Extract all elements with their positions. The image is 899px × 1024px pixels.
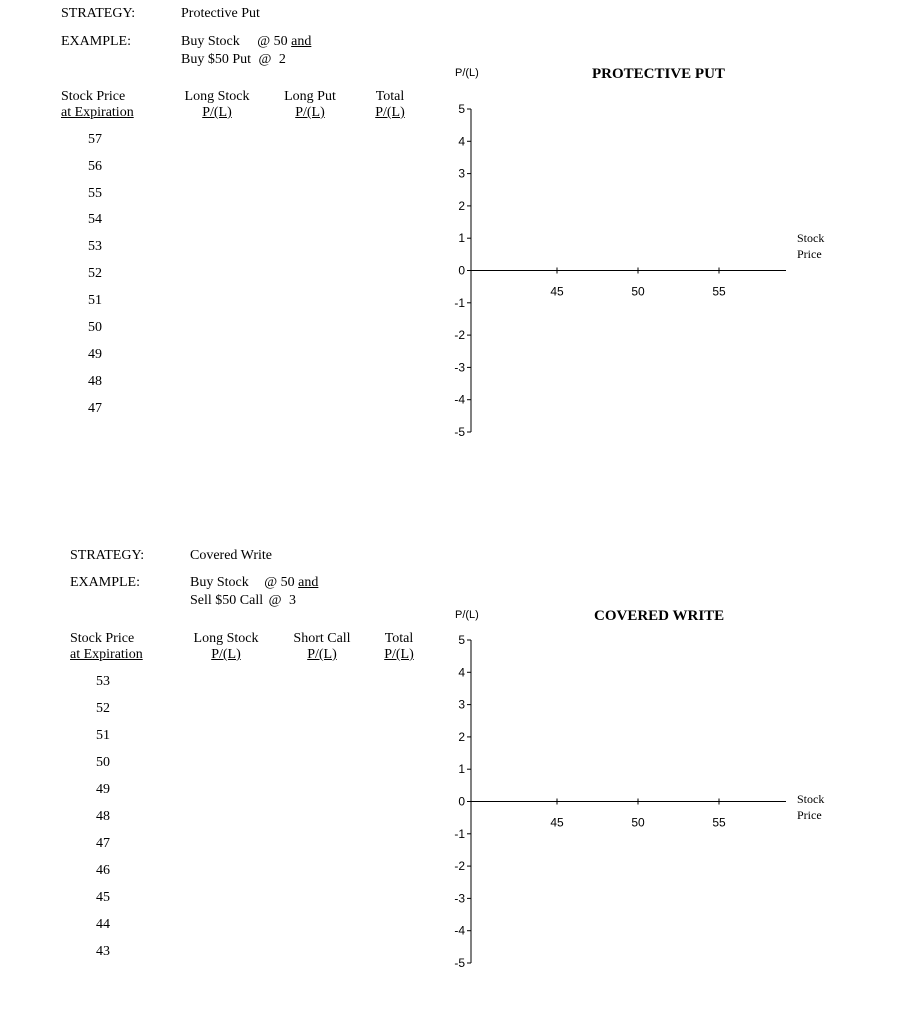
x-tick-label: 45: [550, 815, 564, 830]
price-row: 51: [96, 728, 110, 743]
chart-x-label-line2: Price: [797, 808, 822, 822]
price-row: 53: [88, 239, 102, 254]
header-stock-price-line1: Stock Price: [61, 89, 126, 104]
x-tick-label: 50: [631, 815, 645, 830]
chart-y-label: P/(L): [455, 609, 479, 621]
chart-x-label-line1: Stock: [797, 231, 825, 245]
header-long-stock-line1: Long Stock: [193, 631, 259, 646]
price-row: 54: [88, 212, 102, 227]
header-stock-price-line1: Stock Price: [70, 631, 135, 646]
example-stock-price: @ 50: [257, 34, 288, 49]
x-tick-label: 50: [631, 284, 645, 299]
price-row: 57: [88, 132, 102, 147]
price-row: 56: [88, 159, 102, 174]
price-row: 48: [96, 809, 110, 824]
price-row: 50: [88, 320, 102, 335]
y-tick-label: 2: [458, 198, 465, 213]
y-tick-label: 5: [458, 102, 465, 116]
example-buy-stock: Buy Stock: [181, 34, 240, 49]
y-tick-label: 1: [458, 762, 465, 777]
price-row: 51: [88, 293, 102, 308]
y-tick-label: 5: [458, 633, 465, 647]
y-tick-label: -4: [454, 923, 465, 938]
y-tick-label: 1: [458, 231, 465, 246]
example-premium: 2: [278, 52, 286, 67]
y-tick-label: 2: [458, 729, 465, 744]
price-row: 46: [96, 863, 110, 878]
chart-y-label: P/(L): [455, 67, 479, 79]
header-long-stock-line2: P/(L): [211, 647, 241, 662]
example-label: EXAMPLE:: [61, 34, 131, 49]
strategy-label: STRATEGY:: [61, 6, 136, 21]
x-tick-label: 55: [712, 284, 726, 299]
header-short-call-line2: P/(L): [307, 647, 337, 662]
example-and: and: [291, 34, 312, 49]
chart-x-label-line2: Price: [797, 247, 822, 261]
x-tick-label: 45: [550, 284, 564, 299]
example-stock-price: @ 50: [264, 575, 295, 590]
y-tick-label: 4: [458, 665, 465, 680]
header-stock-price-line2: at Expiration: [70, 647, 143, 662]
price-row: 47: [88, 401, 102, 416]
price-row: 43: [96, 944, 110, 959]
example-buy-put: Buy $50 Put: [181, 52, 252, 67]
chart-title: PROTECTIVE PUT: [592, 66, 725, 82]
price-row: 48: [88, 374, 102, 389]
y-tick-label: 4: [458, 134, 465, 149]
y-tick-label: -3: [454, 891, 465, 906]
header-total-line1: Total: [384, 631, 414, 646]
header-long-put-line2: P/(L): [295, 105, 325, 120]
y-tick-label: -2: [454, 859, 465, 874]
example-sell-call: Sell $50 Call: [190, 593, 264, 608]
y-tick-label: -2: [454, 328, 465, 343]
strategy-label: STRATEGY:: [70, 548, 145, 563]
header-long-put-line1: Long Put: [284, 89, 336, 104]
example-label: EXAMPLE:: [70, 575, 140, 590]
y-tick-label: 0: [458, 794, 465, 809]
y-tick-label: 3: [458, 697, 465, 712]
example-buy-stock: Buy Stock: [190, 575, 249, 590]
example-at: @: [268, 593, 282, 608]
y-tick-label: -4: [454, 392, 465, 407]
y-tick-label: -5: [454, 956, 465, 970]
price-row: 44: [96, 917, 110, 932]
header-long-stock-line2: P/(L): [202, 105, 232, 120]
y-tick-label: 0: [458, 263, 465, 278]
price-row: 47: [96, 836, 110, 851]
price-row: 52: [88, 266, 102, 281]
header-total-line2: P/(L): [384, 647, 414, 662]
example-at: @: [258, 52, 272, 67]
header-short-call-line1: Short Call: [293, 631, 351, 646]
price-row: 53: [96, 674, 110, 689]
header-stock-price-line2: at Expiration: [61, 105, 134, 120]
y-tick-label: -3: [454, 360, 465, 375]
example-premium: 3: [289, 593, 297, 608]
y-tick-label: -1: [454, 295, 465, 310]
price-row: 49: [96, 782, 110, 797]
y-tick-label: 3: [458, 166, 465, 181]
example-and: and: [298, 575, 319, 590]
header-long-stock-line1: Long Stock: [184, 89, 250, 104]
chart-title: COVERED WRITE: [594, 608, 725, 624]
header-total-line1: Total: [375, 89, 405, 104]
x-tick-label: 55: [712, 815, 726, 830]
price-row: 50: [96, 755, 110, 770]
price-row: 55: [88, 186, 102, 201]
header-total-line2: P/(L): [375, 105, 405, 120]
price-row: 45: [96, 890, 110, 905]
chart-x-label-line1: Stock: [797, 792, 825, 806]
price-row: 49: [88, 347, 102, 362]
y-tick-label: -5: [454, 425, 465, 439]
strategy-value: Covered Write: [190, 548, 272, 563]
price-row: 52: [96, 701, 110, 716]
y-tick-label: -1: [454, 826, 465, 841]
strategy-value: Protective Put: [181, 6, 260, 21]
